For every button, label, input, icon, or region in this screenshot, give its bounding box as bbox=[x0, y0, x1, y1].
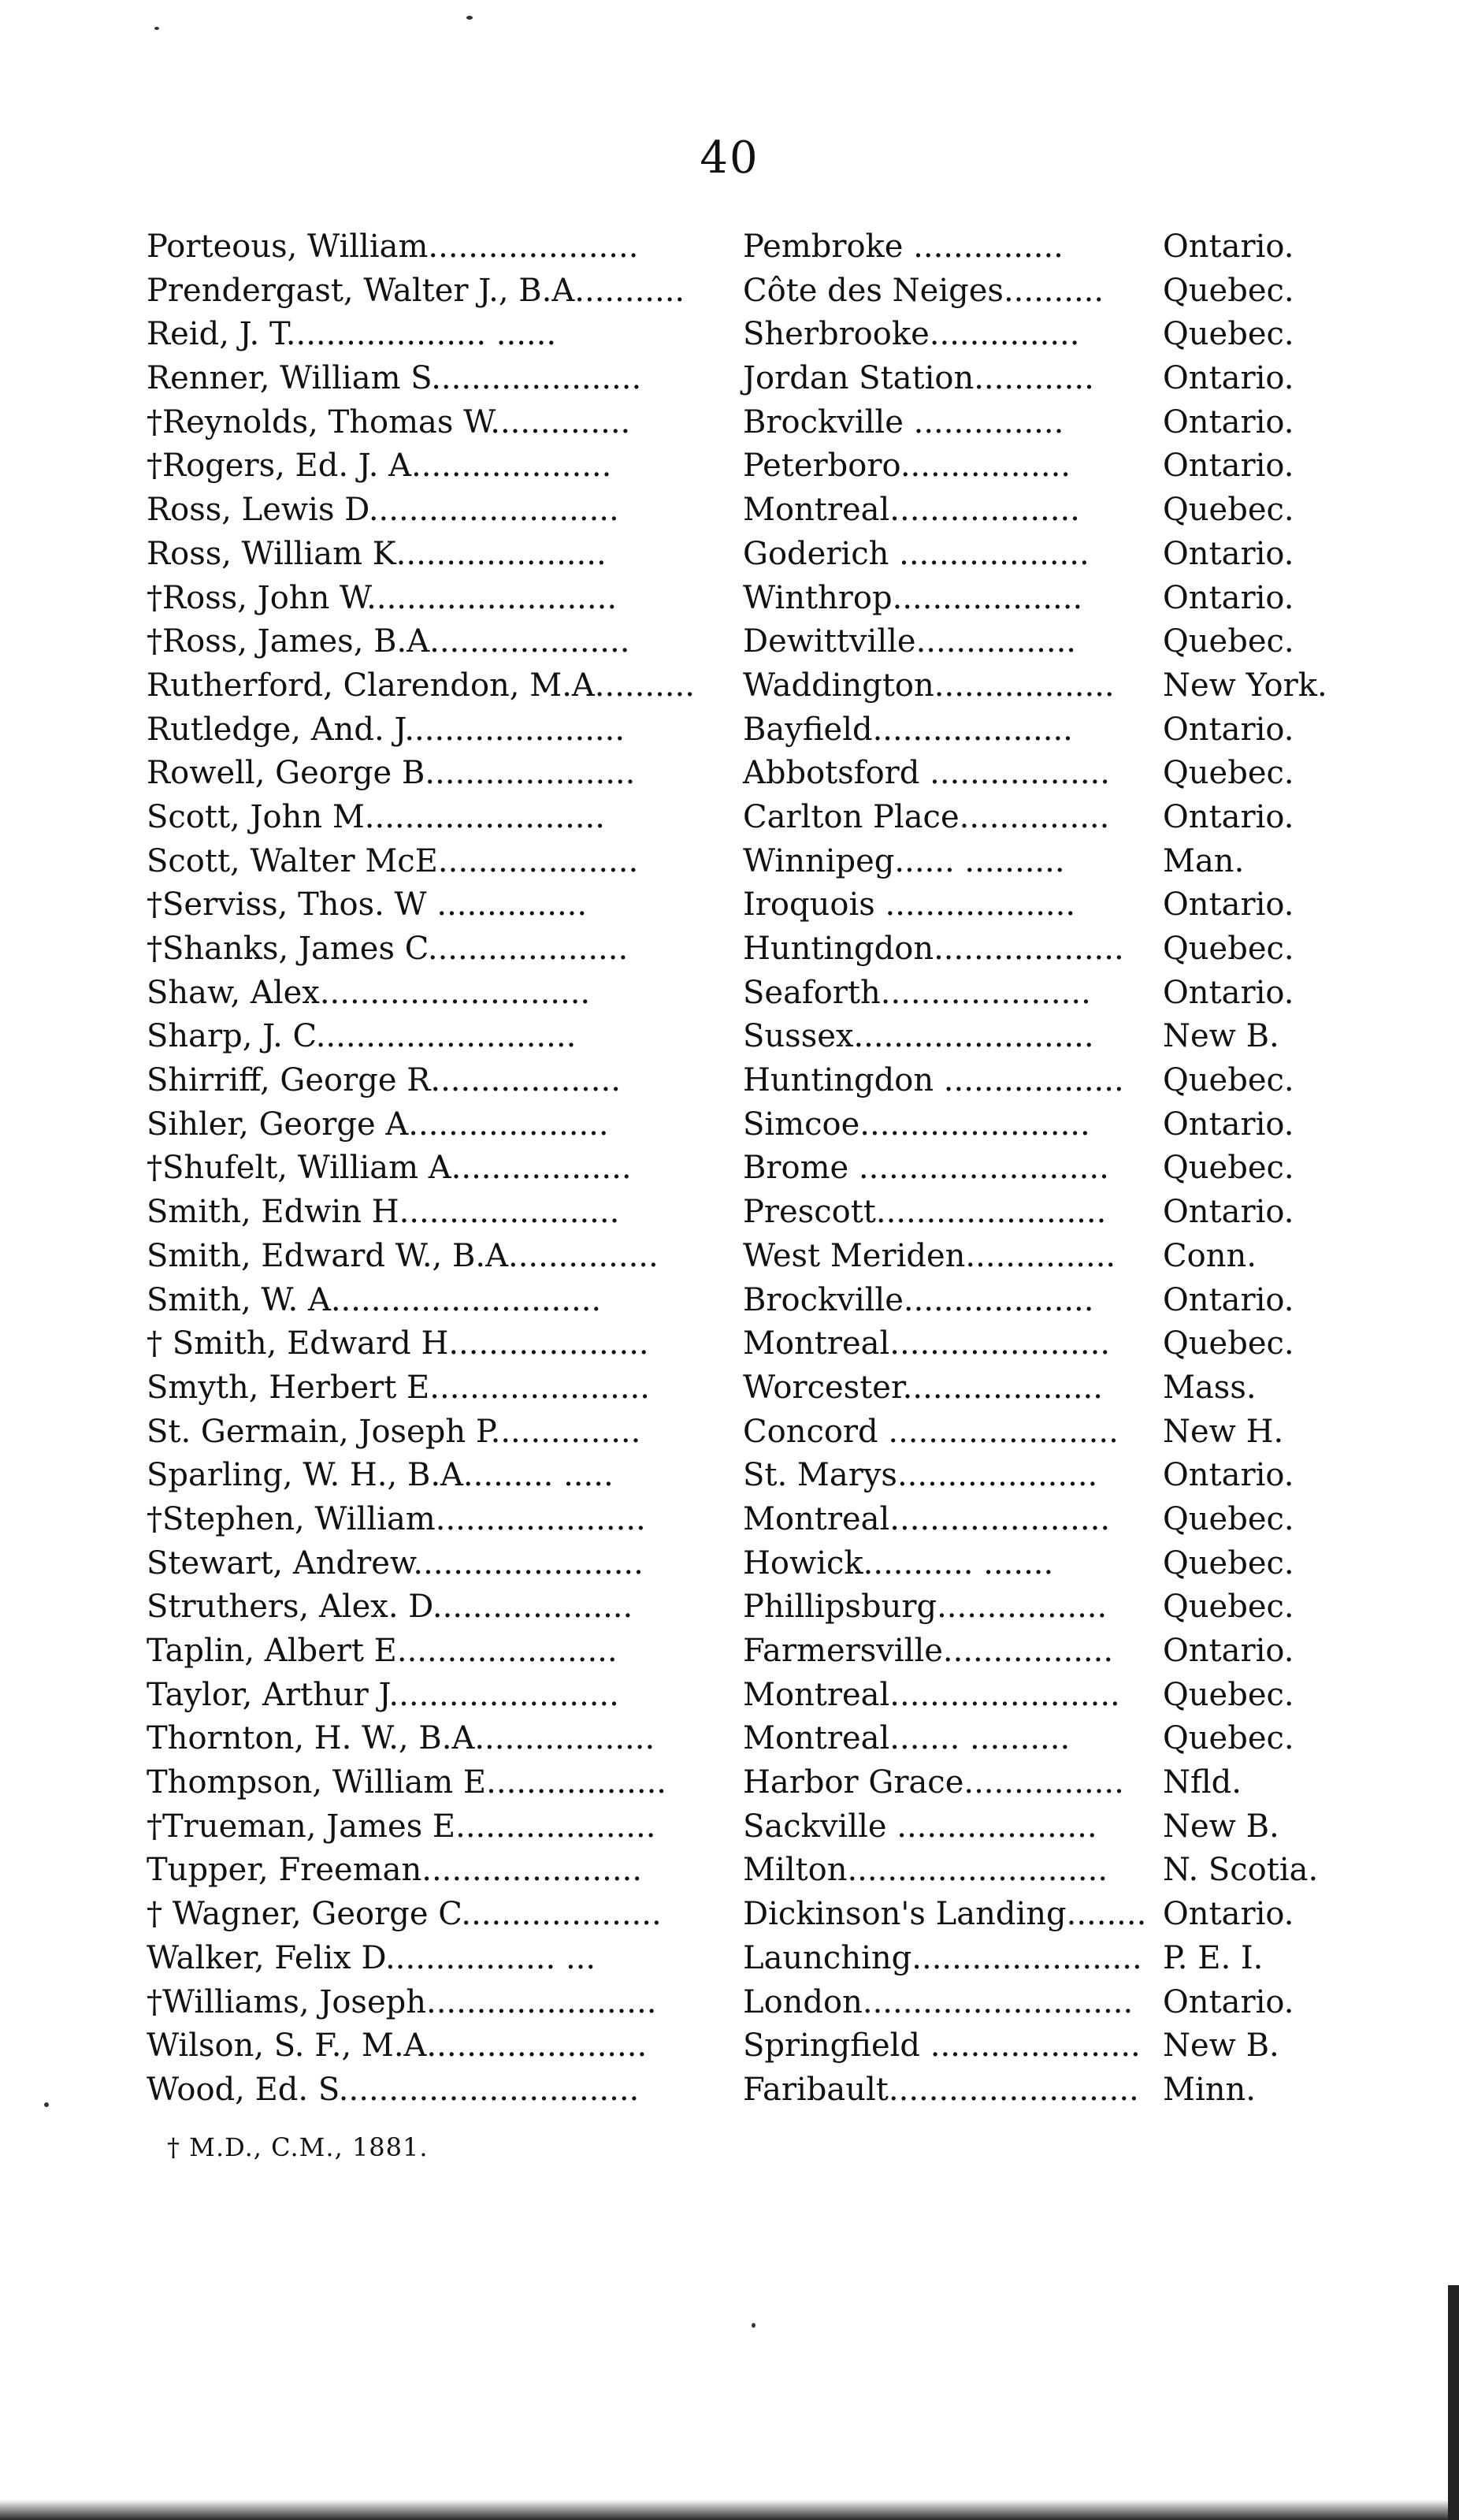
student-name: Sparling, W. H., B.A......... ..... bbox=[147, 1457, 614, 1494]
student-region: Ontario. bbox=[1163, 229, 1294, 265]
student-town: London........................... bbox=[743, 1983, 1134, 2020]
roster-row bbox=[147, 840, 1344, 884]
student-region: Ontario. bbox=[1163, 1983, 1294, 2020]
roster-row bbox=[147, 1059, 1344, 1103]
student-town: Simcoe....................... bbox=[743, 1106, 1090, 1143]
roster-row bbox=[147, 225, 1344, 269]
student-region: Quebec. bbox=[1163, 1150, 1294, 1187]
student-town: Montreal................... bbox=[743, 492, 1080, 529]
student-name: Sihler, George A.................... bbox=[147, 1106, 609, 1143]
roster-row bbox=[147, 1322, 1344, 1366]
student-region: Man. bbox=[1163, 842, 1245, 879]
student-name: †Shanks, James C.................... bbox=[147, 931, 629, 967]
page-edge-shadow bbox=[1448, 2285, 1459, 2520]
roster-row bbox=[147, 1235, 1344, 1279]
roster-row bbox=[147, 1674, 1344, 1718]
student-region: New B. bbox=[1163, 1018, 1279, 1055]
student-name: Struthers, Alex. D.................... bbox=[147, 1589, 633, 1626]
student-region: New H. bbox=[1163, 1413, 1284, 1450]
roster-row bbox=[147, 664, 1344, 708]
student-region: Conn. bbox=[1163, 1237, 1257, 1274]
student-name: Wood, Ed. S.............................. bbox=[147, 2071, 640, 2108]
student-town: Sherbrooke............... bbox=[743, 316, 1080, 353]
student-region: Minn. bbox=[1163, 2071, 1256, 2108]
roster-row bbox=[147, 1279, 1344, 1323]
page-number: 40 bbox=[700, 132, 759, 184]
roster-row bbox=[147, 401, 1344, 445]
roster-row bbox=[147, 1805, 1344, 1849]
roster-row bbox=[147, 1542, 1344, 1586]
roster-row bbox=[147, 883, 1344, 927]
student-town: Jordan Station............ bbox=[743, 360, 1094, 397]
student-town: Brockville................... bbox=[743, 1281, 1094, 1318]
student-name: Stewart, Andrew....................... bbox=[147, 1544, 644, 1582]
student-town: Goderich ................... bbox=[743, 535, 1090, 572]
student-name: Ross, William K..................... bbox=[147, 535, 607, 572]
roster-row bbox=[147, 708, 1344, 753]
roster-row bbox=[147, 533, 1344, 577]
student-town: Launching....................... bbox=[743, 1939, 1142, 1976]
student-region: Nfld. bbox=[1163, 1764, 1242, 1801]
student-name: Shaw, Alex........................... bbox=[147, 974, 591, 1011]
roster-row bbox=[147, 1893, 1344, 1937]
student-region: New York. bbox=[1163, 667, 1327, 704]
student-region: Ontario. bbox=[1163, 579, 1294, 616]
student-town: Harbor Grace................ bbox=[743, 1764, 1124, 1801]
student-region: Ontario. bbox=[1163, 1106, 1294, 1143]
roster-row bbox=[147, 1411, 1344, 1455]
student-region: Ontario. bbox=[1163, 1281, 1294, 1318]
roster-row bbox=[147, 796, 1344, 840]
student-name: Walker, Felix D................. ... bbox=[147, 1939, 596, 1976]
student-town: Montreal....... .......... bbox=[743, 1720, 1071, 1757]
student-name: Renner, William S..................... bbox=[147, 360, 642, 397]
roster-row bbox=[147, 2068, 1344, 2113]
scan-mark bbox=[44, 2102, 49, 2107]
student-name: St. Germain, Joseph P............... bbox=[147, 1413, 641, 1450]
student-region: Quebec. bbox=[1163, 1589, 1294, 1626]
student-region: Ontario. bbox=[1163, 1457, 1294, 1494]
student-name: †Trueman, James E.................... bbox=[147, 1808, 656, 1845]
student-region: Ontario. bbox=[1163, 798, 1294, 835]
roster-row bbox=[147, 1717, 1344, 1761]
student-town: Iroquois ................... bbox=[743, 886, 1076, 924]
student-region: Ontario. bbox=[1163, 1633, 1294, 1669]
student-name: †Ross, John W......................... bbox=[147, 579, 618, 616]
student-town: Milton.......................... bbox=[743, 1852, 1108, 1889]
student-name: Thornton, H. W., B.A.................. bbox=[147, 1720, 655, 1757]
student-region: N. Scotia. bbox=[1163, 1852, 1319, 1889]
student-name: Taylor, Arthur J....................... bbox=[147, 1676, 619, 1713]
student-region: Ontario. bbox=[1163, 886, 1294, 924]
student-region: Ontario. bbox=[1163, 974, 1294, 1011]
student-name: Sharp, J. C.......................... bbox=[147, 1018, 577, 1055]
student-name: Smith, Edward W., B.A............... bbox=[147, 1237, 659, 1274]
roster-row bbox=[147, 2024, 1344, 2068]
roster-row bbox=[147, 1147, 1344, 1191]
student-town: Bayfield.................... bbox=[743, 711, 1073, 748]
student-town: Brome ......................... bbox=[743, 1150, 1109, 1187]
student-name: Smith, W. A........................... bbox=[147, 1281, 602, 1318]
student-region: Ontario. bbox=[1163, 1896, 1294, 1933]
student-name: Rowell, George B..................... bbox=[147, 755, 636, 792]
student-town: West Meriden............... bbox=[743, 1237, 1116, 1274]
student-town: Seaforth..................... bbox=[743, 974, 1091, 1011]
roster-row bbox=[147, 972, 1344, 1016]
student-town: Waddington.................. bbox=[743, 667, 1115, 704]
roster-row bbox=[147, 1366, 1344, 1411]
student-town: St. Marys.................... bbox=[743, 1457, 1098, 1494]
scan-mark bbox=[752, 2323, 755, 2328]
roster-row bbox=[147, 1849, 1344, 1893]
roster-row bbox=[147, 1585, 1344, 1630]
student-name: Porteous, William..................... bbox=[147, 229, 639, 265]
student-town: Brockville ............... bbox=[743, 403, 1064, 440]
roster-list bbox=[147, 225, 1344, 2113]
roster-row bbox=[147, 1761, 1344, 1805]
student-name: †Williams, Joseph....................... bbox=[147, 1983, 657, 2020]
roster-row bbox=[147, 620, 1344, 664]
student-name: Smyth, Herbert E...................... bbox=[147, 1369, 650, 1406]
student-name: †Stephen, William..................... bbox=[147, 1500, 646, 1537]
student-name: †Shufelt, William A.................. bbox=[147, 1150, 632, 1187]
student-town: Dewittville................ bbox=[743, 623, 1077, 660]
student-town: Winnipeg...... .......... bbox=[743, 842, 1065, 879]
student-region: Ontario. bbox=[1163, 448, 1294, 485]
scan-mark bbox=[466, 16, 473, 20]
student-region: Quebec. bbox=[1163, 1544, 1294, 1582]
student-region: Ontario. bbox=[1163, 403, 1294, 440]
student-name: Tupper, Freeman...................... bbox=[147, 1852, 642, 1889]
student-town: Pembroke ............... bbox=[743, 229, 1064, 265]
student-name: Reid, J. T.................... ...... bbox=[147, 316, 557, 353]
student-region: Ontario. bbox=[1163, 360, 1294, 397]
scan-mark bbox=[154, 27, 159, 30]
student-name: Taplin, Albert E...................... bbox=[147, 1633, 618, 1669]
roster-row bbox=[147, 927, 1344, 972]
student-name: Prendergast, Walter J., B.A........... bbox=[147, 272, 685, 309]
student-name: †Serviss, Thos. W ............... bbox=[147, 886, 588, 924]
roster-row bbox=[147, 444, 1344, 489]
student-region: P. E. I. bbox=[1163, 1939, 1264, 1976]
roster-row bbox=[147, 1015, 1344, 1059]
student-region: Ontario. bbox=[1163, 1194, 1294, 1231]
student-town: Peterboro................. bbox=[743, 448, 1071, 485]
student-region: Quebec. bbox=[1163, 1325, 1294, 1362]
student-town: Carlton Place............... bbox=[743, 798, 1110, 835]
student-town: Huntingdon................... bbox=[743, 931, 1124, 967]
student-name: Rutledge, And. J...................... bbox=[147, 711, 626, 748]
roster-row bbox=[147, 1981, 1344, 2025]
student-town: Howick........... ....... bbox=[743, 1544, 1054, 1582]
student-region: Quebec. bbox=[1163, 1676, 1294, 1713]
student-name: Shirriff, George R................... bbox=[147, 1062, 621, 1099]
roster-row bbox=[147, 313, 1344, 357]
student-town: Abbotsford .................. bbox=[743, 755, 1110, 792]
student-region: Quebec. bbox=[1163, 931, 1294, 967]
student-town: Prescott....................... bbox=[743, 1194, 1107, 1231]
student-town: Dickinson's Landing........ bbox=[743, 1896, 1147, 1933]
student-town: Concord ....................... bbox=[743, 1413, 1119, 1450]
roster-row bbox=[147, 269, 1344, 314]
student-region: Mass. bbox=[1163, 1369, 1257, 1406]
student-town: Phillipsburg................. bbox=[743, 1589, 1108, 1626]
student-name: †Reynolds, Thomas W.............. bbox=[147, 403, 631, 440]
student-name: Smith, Edwin H...................... bbox=[147, 1194, 620, 1231]
student-name: †Rogers, Ed. J. A.................... bbox=[147, 448, 612, 485]
student-name: † Wagner, George C.................... bbox=[147, 1896, 662, 1933]
student-name: Scott, Walter McE.................... bbox=[147, 842, 639, 879]
student-town: Sussex........................ bbox=[743, 1018, 1094, 1055]
student-region: New B. bbox=[1163, 2028, 1279, 2065]
roster-row bbox=[147, 1191, 1344, 1235]
student-region: Quebec. bbox=[1163, 1720, 1294, 1757]
student-region: Quebec. bbox=[1163, 623, 1294, 660]
student-name: †Ross, James, B.A.................... bbox=[147, 623, 630, 660]
student-region: Quebec. bbox=[1163, 492, 1294, 529]
student-town: Montreal...................... bbox=[743, 1500, 1111, 1537]
student-name: Wilson, S. F., M.A...................... bbox=[147, 2028, 648, 2065]
roster-row bbox=[147, 1454, 1344, 1498]
student-town: Worcester.................... bbox=[743, 1369, 1103, 1406]
footnote: † M.D., C.M., 1881. bbox=[167, 2132, 429, 2162]
student-region: Ontario. bbox=[1163, 711, 1294, 748]
student-town: Montreal...................... bbox=[743, 1325, 1111, 1362]
student-town: Winthrop................... bbox=[743, 579, 1083, 616]
student-region: Quebec. bbox=[1163, 316, 1294, 353]
student-name: Rutherford, Clarendon, M.A.......... bbox=[147, 667, 695, 704]
roster-row bbox=[147, 1937, 1344, 1981]
student-name: Scott, John M........................ bbox=[147, 798, 605, 835]
student-region: Ontario. bbox=[1163, 535, 1294, 572]
student-name: Thompson, William E.................. bbox=[147, 1764, 666, 1801]
roster-row bbox=[147, 1498, 1344, 1542]
student-region: Quebec. bbox=[1163, 755, 1294, 792]
student-town: Faribault......................... bbox=[743, 2071, 1139, 2108]
page-edge-shadow bbox=[0, 2500, 1459, 2520]
student-town: Sackville .................... bbox=[743, 1808, 1097, 1845]
student-town: Montreal....................... bbox=[743, 1676, 1120, 1713]
student-town: Côte des Neiges.......... bbox=[743, 272, 1104, 309]
roster-row bbox=[147, 357, 1344, 401]
student-name: Ross, Lewis D......................... bbox=[147, 492, 619, 529]
student-region: New B. bbox=[1163, 1808, 1279, 1845]
student-town: Huntingdon .................. bbox=[743, 1062, 1124, 1099]
student-town: Springfield ..................... bbox=[743, 2028, 1141, 2065]
roster-row bbox=[147, 577, 1344, 621]
roster-row bbox=[147, 1630, 1344, 1674]
roster-row bbox=[147, 489, 1344, 533]
student-town: Farmersville................. bbox=[743, 1633, 1114, 1669]
roster-row bbox=[147, 752, 1344, 796]
student-region: Quebec. bbox=[1163, 272, 1294, 309]
student-name: † Smith, Edward H.................... bbox=[147, 1325, 649, 1362]
student-region: Quebec. bbox=[1163, 1062, 1294, 1099]
student-region: Quebec. bbox=[1163, 1500, 1294, 1537]
roster-row bbox=[147, 1103, 1344, 1147]
